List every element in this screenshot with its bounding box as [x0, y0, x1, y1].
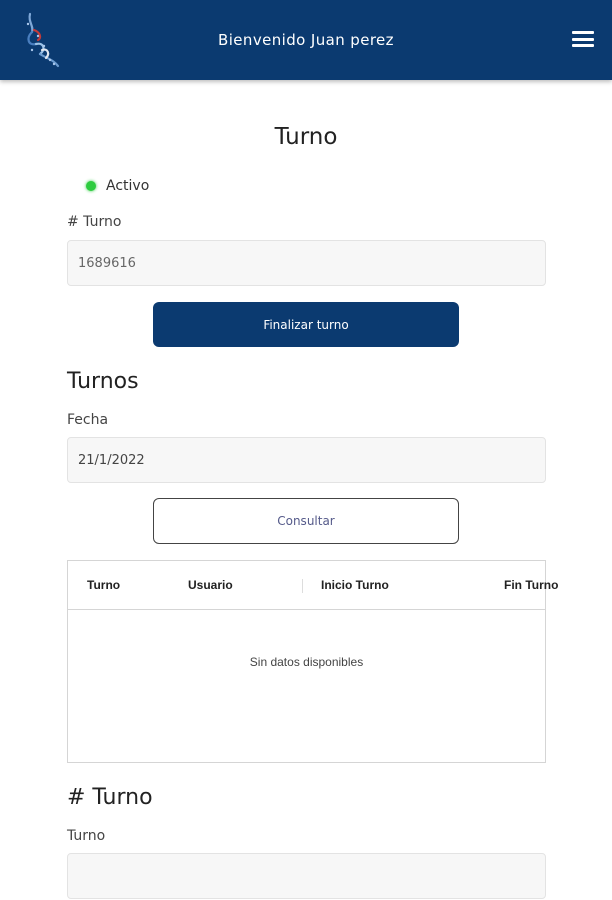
turno-number-field[interactable] [67, 240, 546, 286]
column-header-fin-turno[interactable]: Fin Turno [504, 578, 559, 592]
app-header [0, 0, 612, 80]
column-divider [302, 579, 303, 593]
status-label: Activo [106, 178, 150, 194]
column-header-turno[interactable]: Turno [87, 578, 121, 592]
page-title: Turno [274, 124, 338, 150]
turno-field-label: Turno [67, 828, 106, 844]
turno-number-label: # Turno [67, 214, 122, 230]
column-header-usuario[interactable]: Usuario [188, 578, 233, 592]
date-label: Fecha [67, 412, 109, 428]
date-field[interactable] [67, 437, 546, 483]
column-header-inicio-turno[interactable]: Inicio Turno [321, 578, 389, 592]
turnos-section-title: Turnos [67, 369, 139, 394]
turno-field[interactable] [67, 853, 546, 899]
table-header [68, 561, 559, 610]
finish-turn-button[interactable]: Finalizar turno [153, 302, 459, 347]
numero-turno-section-title: # Turno [67, 785, 153, 810]
status-dot-icon [86, 181, 96, 191]
welcome-title: Bienvenido Juan perez [218, 31, 394, 49]
hamburger-menu-icon[interactable] [572, 29, 594, 49]
status-indicator [86, 178, 149, 194]
turnos-table [67, 560, 559, 763]
table-empty-message: Sin datos disponibles [249, 655, 364, 669]
logo-icon [20, 10, 64, 70]
query-button[interactable]: Consultar [153, 498, 459, 544]
